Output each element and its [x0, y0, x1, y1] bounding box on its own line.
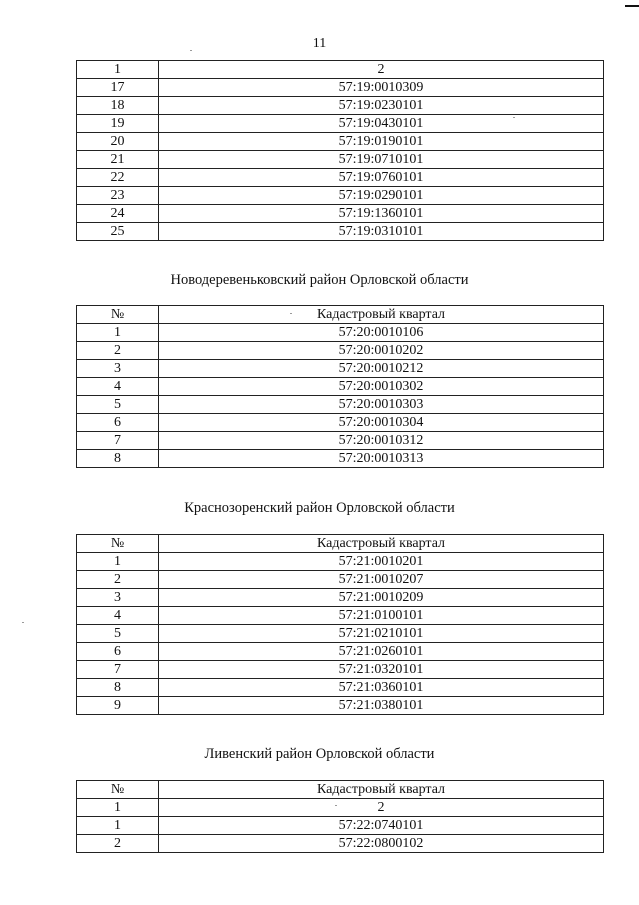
row-number-cell: 5	[77, 625, 159, 643]
cadastral-quarter-cell: 57:19:0310101	[159, 223, 604, 241]
table-header-row	[77, 306, 604, 324]
cadastral-quarter-cell: 57:20:0010212	[159, 360, 604, 378]
cadastral-quarter-cell: 57:21:0010209	[159, 589, 604, 607]
cadastral-quarter-cell: 57:19:0430101	[159, 115, 604, 133]
header-cadastral-cell: Кадастровый квартал	[159, 306, 604, 324]
cadastral-quarter-cell: 57:19:0290101	[159, 187, 604, 205]
page-number: 11	[312, 36, 327, 51]
row-number-cell: 4	[77, 378, 159, 396]
cadastral-table-krasnozorensky	[76, 534, 604, 715]
row-number-cell: 3	[77, 589, 159, 607]
row-number-cell: 21	[77, 151, 159, 169]
table-row	[77, 661, 604, 679]
row-number-cell: 6	[77, 643, 159, 661]
table-row	[77, 697, 604, 715]
cadastral-quarter-cell: 57:21:0320101	[159, 661, 604, 679]
cadastral-table-livensky	[76, 780, 604, 853]
cadastral-quarter-cell: 57:21:0210101	[159, 625, 604, 643]
row-number-cell: 18	[77, 97, 159, 115]
cadastral-quarter-cell: 57:22:0740101	[159, 817, 604, 835]
row-number-cell: 22	[77, 169, 159, 187]
table-row	[77, 223, 604, 241]
table-row	[77, 342, 604, 360]
table-row	[77, 625, 604, 643]
table-row	[77, 571, 604, 589]
header-cadastral-cell: Кадастровый квартал	[159, 781, 604, 799]
cadastral-quarter-cell: 57:19:0190101	[159, 133, 604, 151]
row-number-cell: 17	[77, 79, 159, 97]
table-row	[77, 187, 604, 205]
cadastral-quarter-cell: 57:20:0010106	[159, 324, 604, 342]
table-header-row	[77, 781, 604, 799]
cadastral-quarter-cell: 57:21:0010207	[159, 571, 604, 589]
row-number-cell: 24	[77, 205, 159, 223]
table-row	[77, 324, 604, 342]
table-row	[77, 450, 604, 468]
table-header-row	[77, 61, 604, 79]
table-row	[77, 607, 604, 625]
header-number-cell: №	[77, 306, 159, 324]
cadastral-quarter-cell: 57:19:0760101	[159, 169, 604, 187]
table-row	[77, 97, 604, 115]
table-row	[77, 360, 604, 378]
row-number-cell: 8	[77, 450, 159, 468]
table-row	[77, 835, 604, 853]
row-number-cell: 23	[77, 187, 159, 205]
row-number-cell: 25	[77, 223, 159, 241]
cadastral-quarter-cell: 57:19:0710101	[159, 151, 604, 169]
cadastral-quarter-cell: 57:22:0800102	[159, 835, 604, 853]
scan-speck	[22, 622, 24, 623]
row-number-cell: 20	[77, 133, 159, 151]
cadastral-quarter-cell: 57:19:0230101	[159, 97, 604, 115]
header-cadastral-cell: 2	[159, 61, 604, 79]
row-number-cell: 2	[77, 571, 159, 589]
corner-mark	[625, 5, 639, 7]
row-number-cell: 6	[77, 414, 159, 432]
row-number-cell: 1	[77, 553, 159, 571]
cadastral-quarter-cell: 57:20:0010302	[159, 378, 604, 396]
header-cadastral-cell: Кадастровый квартал	[159, 535, 604, 553]
row-number-cell: 1	[77, 817, 159, 835]
table-row	[77, 115, 604, 133]
table-row	[77, 151, 604, 169]
cadastral-quarter-cell: 57:20:0010312	[159, 432, 604, 450]
cadastral-quarter-cell: 57:21:0010201	[159, 553, 604, 571]
header-number-cell: №	[77, 535, 159, 553]
table-row	[77, 553, 604, 571]
table-row	[77, 432, 604, 450]
section-title-novoderevenkovsky: Новодеревеньковский район Орловской области	[170, 272, 469, 288]
table-row	[77, 414, 604, 432]
table-row	[77, 205, 604, 223]
table-row	[77, 378, 604, 396]
row-number-cell: 19	[77, 115, 159, 133]
row-number-cell: 8	[77, 679, 159, 697]
row-number-cell: 7	[77, 661, 159, 679]
row-number-cell: 3	[77, 360, 159, 378]
table-row	[77, 133, 604, 151]
row-number-cell: 5	[77, 396, 159, 414]
row-number-cell: 7	[77, 432, 159, 450]
cadastral-table-continuation	[76, 60, 604, 241]
cadastral-quarter-cell: 57:20:0010304	[159, 414, 604, 432]
cadastral-quarter-cell: 57:20:0010202	[159, 342, 604, 360]
header-number-cell: 1	[77, 61, 159, 79]
table-row	[77, 169, 604, 187]
cadastral-quarter-cell: 57:21:0380101	[159, 697, 604, 715]
cadastral-quarter-cell: 57:20:0010313	[159, 450, 604, 468]
scan-speck	[190, 50, 192, 51]
header-number-cell: №	[77, 781, 159, 799]
cadastral-table-novoderevenkovsky	[76, 305, 604, 468]
table-row	[77, 589, 604, 607]
table-row	[77, 396, 604, 414]
cadastral-quarter-cell: 57:21:0260101	[159, 643, 604, 661]
cadastral-quarter-cell: 57:21:0360101	[159, 679, 604, 697]
row-number-cell: 2	[77, 342, 159, 360]
table-row	[77, 799, 604, 817]
table-header-row	[77, 535, 604, 553]
scan-speck	[513, 117, 515, 118]
cadastral-quarter-cell: 57:20:0010303	[159, 396, 604, 414]
row-number-cell: 9	[77, 697, 159, 715]
scan-speck	[335, 805, 337, 806]
section-title-krasnozorensky: Краснозоренский район Орловской области	[184, 500, 455, 516]
row-number-cell: 1	[77, 324, 159, 342]
cadastral-quarter-cell: 2	[159, 799, 604, 817]
table-row	[77, 679, 604, 697]
table-row	[77, 79, 604, 97]
scan-speck	[290, 313, 292, 314]
row-number-cell: 1	[77, 799, 159, 817]
section-title-livensky: Ливенский район Орловской области	[204, 746, 435, 762]
cadastral-quarter-cell: 57:19:1360101	[159, 205, 604, 223]
table-row	[77, 817, 604, 835]
row-number-cell: 4	[77, 607, 159, 625]
table-row	[77, 643, 604, 661]
cadastral-quarter-cell: 57:21:0100101	[159, 607, 604, 625]
cadastral-quarter-cell: 57:19:0010309	[159, 79, 604, 97]
row-number-cell: 2	[77, 835, 159, 853]
